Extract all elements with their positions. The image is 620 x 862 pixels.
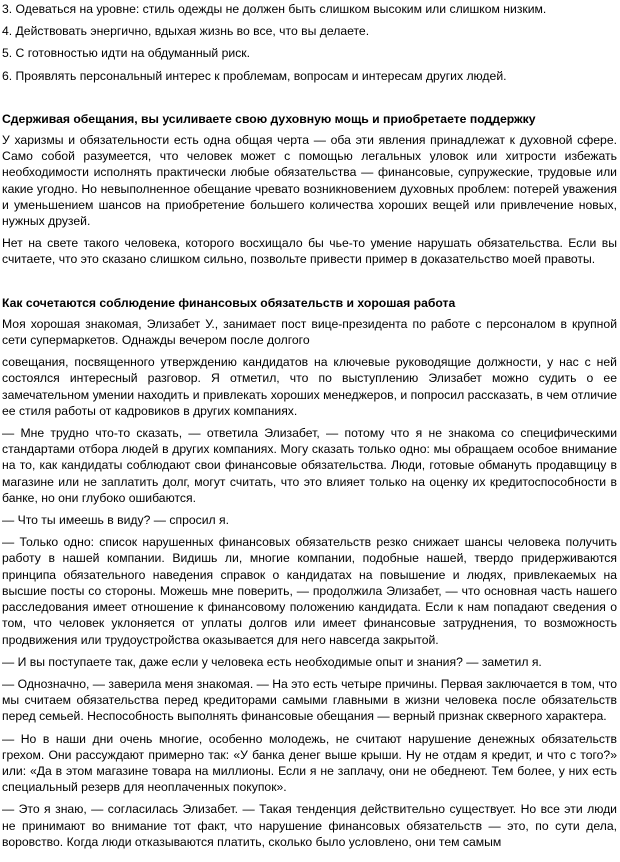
- paragraph: Моя хорошая знакомая, Элизабет У., занимает пост вице-президента по работе с персоналом в крупной сети супермаркетов. Однажды вечером после долгого: [2, 316, 617, 348]
- paragraph: — Однозначно, — заверила меня знакомая. — На это есть четыре причины. Первая заключается в том, что мы считаем обязательства перед кредиторами самыми главными в жизни человека после обязательств перед семьей. Неспособность выполнять финансовые обещания — верный признак скверного характера.: [2, 676, 617, 724]
- paragraph: — Это я знаю, — согласилась Элизабет. — Такая тенденция действительно существует. Но все эти люди не принимают во внимание тот факт, что нарушение финансовых обязательств — это, по сути дела, воровство. Когда люди отказываются платить, сколько было условлено, они тем самым: [2, 802, 617, 849]
- list-item: 5. С готовностью идти на обдуманный риск.: [2, 46, 251, 61]
- paragraph: — Что ты имеешь в виду? — спросил я.: [2, 513, 230, 528]
- numbered-list: [2, 0, 617, 84]
- paragraph: — Мне трудно что-то сказать, — ответила Элизабет, — потому что я не знакома со специфическими стандартами отбора людей в других компаниях. Могу сказать только одно: мы обращаем особое внимание на то, как кандидаты соблюдают свои финансовые обязательства. Люди, готовые обмануть продавщицу в магазине или не заплатить долг, могут считать, что это влияет только на оценку их кредитоспособности в банке, но они глубоко ошибаются.: [2, 426, 617, 505]
- paragraph: Нет на свете такого человека, которого восхищало бы чье-то умение нарушать обязательства. Если вы считаете, что это сказано слишком сильно, позвольте привести пример в доказательство моей правоты.: [2, 236, 617, 267]
- paragraph: — Только одно: список нарушенных финансовых обязательств резко снижает шансы человека получить работу в нашей компании. Видишь ли, многие компании, подобные нашей, твердо придерживаются принципа обязательного наведения справок о кандидатах на повышение и людях, привлекаемых на высшие посты со стороны. Можешь мне поверить, — продолжила Элизабет, — что основная часть нашего расследования имеет отношение к финансовому положению кандидата. Если к нам попадают сведения о том, что человек уклоняется от уплаты долгов или имеет финансовые затруднения, то возможность продвижения или трудоустройства оказывается для него навсегда закрытой.: [2, 535, 617, 647]
- paragraph: У харизмы и обязательности есть одна общая черта — оба эти явления принадлежат к духовной сфере. Само собой разумеется, что человек может с помощью легальных уловок или хитрости избежать необходимости исполнять практически любые обязательства — финансовые, супружеские, трудовые или какие угодно. Но невыполненное обещание чревато возникновением духовных проблем: потерей уважения и уменьшением шансов на приобретение большего количества хороших вещей или привлечение новых, нужных друзей.: [2, 133, 617, 229]
- section-spacer: [2, 274, 617, 295]
- list-item: 3. Одеваться на уровне: стиль одежды не должен быть слишком высоким или слишком низким.: [2, 2, 547, 16]
- paragraph: совещания, посвященного утверждению кандидатов на ключевые руководящие должности, у нас с ней состоялся интересный разговор. Я отметил, что по выступлению Элизабет можно судить о ее замечательном умении находить и привлекать хороших менеджеров, и попросил рассказать, в чем отличие ее стиля работы от кадровиков в других компаниях.: [2, 355, 617, 418]
- section-heading-promises: Сдерживая обещания, вы усиливаете свою духовную мощь и приобретаете поддержку: [2, 111, 536, 126]
- paragraph: — И вы поступаете так, даже если у человека есть необходимые опыт и знания? — заметил я.: [2, 654, 542, 669]
- list-item: 6. Проявлять персональный интерес к проблемам, вопросам и интересам других людей.: [2, 68, 507, 83]
- section-spacer: [2, 90, 617, 111]
- paragraph: — Но в наши дни очень многие, особенно молодежь, не считают нарушение денежных обязательств грехом. Они рассуждают примерно так: «У банка денег выше крыши. Ну не отдам я кредит, и что с того?» или: «Да в этом магазине товара на миллионы. Если я не заплачу, они не обеднеют. Тем более, у них есть специальный резерв для неоплаченных покупок».: [2, 731, 617, 795]
- section-heading-finance: Как сочетаются соблюдение финансовых обязательств и хорошая работа: [2, 295, 456, 310]
- list-item: 4. Действовать энергично, вдыхая жизнь во все, что вы делаете.: [2, 24, 370, 39]
